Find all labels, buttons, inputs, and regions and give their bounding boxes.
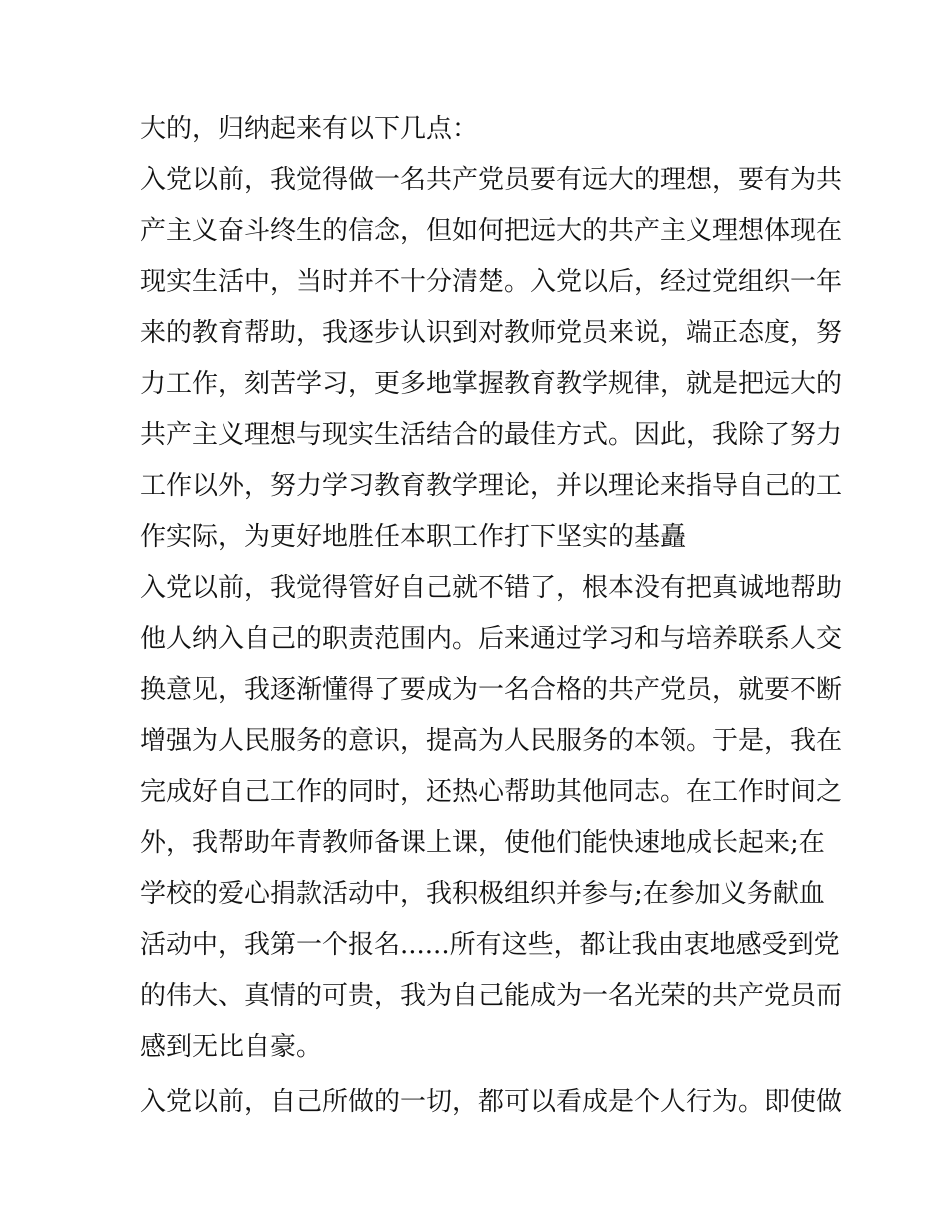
- text-line: 完成好自己工作的同时，还热心帮助其他同志。在工作时间之: [140, 777, 843, 807]
- text-line: 他人纳入自己的职责范围内。后来通过学习和与培养联系人交: [140, 624, 843, 654]
- text-line: 入党以前，我觉得管好自己就不错了，根本没有把真诚地帮助: [140, 573, 843, 603]
- text-line: 力工作，刻苦学习，更多地掌握教育教学规律，就是把远大的: [140, 369, 843, 399]
- text-line: 学校的爱心捐款活动中，我积极组织并参与;在参加义务献血: [140, 879, 825, 909]
- text-line: 现实生活中，当时并不十分清楚。入党以后，经过党组织一年: [140, 267, 843, 297]
- text-line: 大的，归纳起来有以下几点：: [140, 114, 479, 144]
- text-line: 入党以前，自己所做的一切，都可以看成是个人行为。即使做: [140, 1087, 843, 1117]
- text-line: 换意见，我逐渐懂得了要成为一名合格的共产党员，就要不断: [140, 675, 843, 705]
- text-line: 工作以外，努力学习教育教学理论，并以理论来指导自己的工: [140, 471, 843, 501]
- text-line: 外，我帮助年青教师备课上课，使他们能快速地成长起来;在: [140, 828, 825, 858]
- text-line: 作实际，为更好地胜任本职工作打下坚实的基矗: [140, 522, 687, 552]
- text-line: 产主义奋斗终生的信念，但如何把远大的共产主义理想体现在: [140, 216, 843, 246]
- text-line: 活动中，我第一个报名......所有这些，都让我由衷地感受到党: [140, 930, 840, 960]
- text-line: 增强为人民服务的意识，提高为人民服务的本领。于是，我在: [140, 726, 843, 756]
- text-line: 感到无比自豪。: [140, 1032, 323, 1062]
- body-text: [140, 104, 843, 1128]
- text-line: 的伟大、真情的可贵，我为自己能成为一名光荣的共产党员而: [140, 981, 843, 1011]
- text-line: 入党以前，我觉得做一名共产党员要有远大的理想，要有为共: [140, 165, 843, 195]
- text-line: 来的教育帮助，我逐步认识到对教师党员来说，端正态度，努: [140, 318, 843, 348]
- text-line: 共产主义理想与现实生活结合的最佳方式。因此，我除了努力: [140, 420, 843, 450]
